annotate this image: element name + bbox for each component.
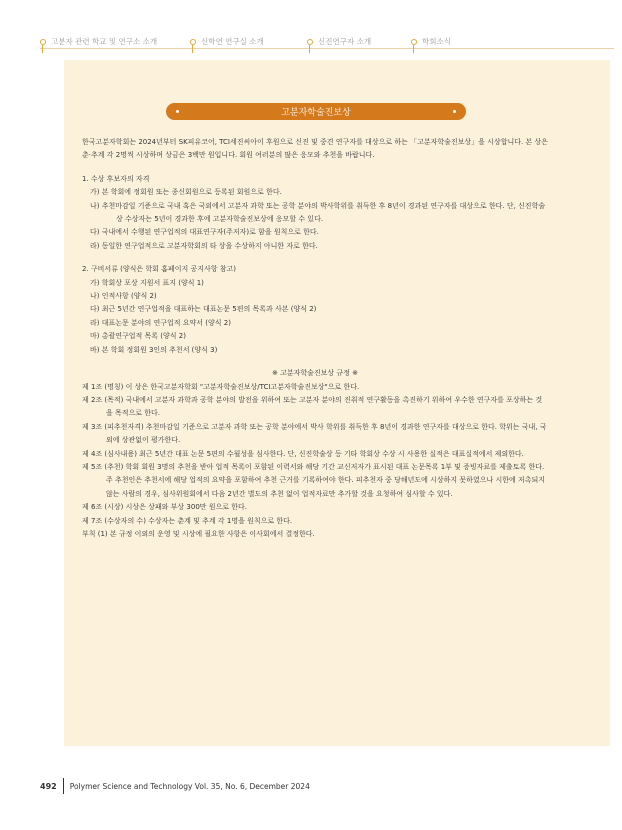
list-item: 가) 학회상 포상 지원서 표지 (양식 1) bbox=[90, 278, 204, 287]
list-item: 나) 추천마감일 기준으로 국내 혹은 국외에서 고분자 과학 또는 공학 분야의 박사학위를 취득한 후 8년이 경과된 연구자를 대상으로 한다. 단, 신진학술상 수상자는 5년이 경과한 후에 고분자학술진보상에 응모할 수 있다. bbox=[90, 201, 546, 224]
list-item: 가) 본 학회에 정회원 또는 종신회원으로 등록된 회원으로 한다. bbox=[90, 188, 282, 197]
rule-article: 제 2조 (목적) 국내에서 고분자 과학과 공학 분야의 발전을 위하여 또는 고분자 분야의 진취적 연구활동을 촉진하기 위하여 우수한 연구자를 포상하는 것을 목적으로 한다. bbox=[82, 395, 543, 418]
announcement-panel bbox=[64, 60, 610, 746]
list-item: 다) 최근 5년간 연구업적을 대표하는 대표논문 5편의 목록과 사본 (양식 2) bbox=[90, 305, 317, 314]
bullet-icon bbox=[176, 110, 179, 113]
section-heading: 2. 구비서류 (양식은 학회 홈페이지 공지사항 참고) bbox=[82, 265, 236, 274]
intro-paragraph: 한국고분자학회는 2024년부터 SK피유코어, TCI세진씨아이 후원으로 신진 및 중견 연구자를 대상으로 하는 「고분자학술진보상」을 시상합니다. 본 상은 춘·추계 각 2명씩 시상하며 상금은 3백만 원입니다. 회원 여러분의 많은 응모와 추천을 바랍니다. bbox=[82, 138, 548, 160]
nav-item-news[interactable] bbox=[411, 36, 451, 47]
nav-item-label: 고분자 관련 학교 및 연구소 소개 bbox=[51, 37, 158, 46]
rule-article: 제 3조 (피추천자격) 추천마감일 기준으로 고분자 과학 또는 공학 분야에서 박사 학위를 취득한 후 8년이 경과한 연구자를 대상으로 한다. 학위는 국내, 국외에 상관없이 평가한다. bbox=[82, 422, 547, 445]
rule-article: 부칙 (1) 본 규정 이외의 운영 및 시상에 필요한 사항은 이사회에서 결정한다. bbox=[82, 529, 315, 538]
rules-heading: ※ 고분자학술진보상 규정 ※ bbox=[271, 369, 359, 378]
rule-article: 제 5조 (추천) 학회 회원 3명의 추천을 받아 업적 목록이 포함된 이력서와 해당 기간 교신저자가 표시된 대표 논문목록 1부 및 증빙자료를 제출토록 한다. 주 추천인은 추천서에 해당 업적의 요약을 포함하여 추천 근거를 기록하여야 한다. 피추천자 중 당해년도에 시상하지 못하였으나 시한에 저촉되지 않는 사람의 경우, 심사위원회에서 다음 2년간 별도의 추천 없이 업적자료만 추가할 것을 요청하여 심사할 수 있다. bbox=[82, 462, 546, 498]
list-item: 라) 대표논문 분야의 연구업적 요약서 (양식 2) bbox=[90, 318, 231, 327]
nav-item-schools[interactable] bbox=[40, 36, 157, 47]
journal-citation: Polymer Science and Technology Vol. 35, No. 6, December 2024 bbox=[69, 781, 310, 791]
nav-item-labs[interactable] bbox=[190, 36, 264, 47]
top-navigation bbox=[0, 0, 622, 60]
nav-item-label: 신진연구자 소개 bbox=[318, 37, 372, 46]
page-number: 492 bbox=[40, 781, 57, 791]
list-item: 라) 동일한 연구업적으로 고분자학회의 타 상을 수상하지 아니한 자로 한다. bbox=[90, 241, 318, 250]
rule-article: 제 1조 (명칭) 이 상은 한국고분자학회 "고분자학술진보상/TCI고분자학술진보상"으로 한다. bbox=[82, 382, 360, 391]
bullet-icon bbox=[453, 110, 456, 113]
footer-divider bbox=[63, 778, 64, 794]
rule-article: 제 7조 (수상자의 수) 수상자는 춘계 및 추계 각 1명을 원칙으로 한다. bbox=[82, 516, 293, 525]
announcement-body bbox=[82, 136, 548, 541]
nav-item-label: 학회소식 bbox=[422, 37, 451, 46]
list-item: 나) 인적사항 (양식 2) bbox=[90, 292, 157, 301]
title-banner bbox=[166, 103, 466, 120]
rule-article: 제 4조 (심사내용) 최근 5년간 대표 논문 5편의 수월성을 심사한다. 단, 신진학술상 등 기타 학회상 수상 시 사용한 실적은 대표실적에서 제외한다. bbox=[82, 449, 524, 458]
nav-divider bbox=[40, 48, 614, 49]
list-item: 마) 총괄연구업적 목록 (양식 2) bbox=[90, 332, 186, 341]
page-title: 고분자학술진보상 bbox=[281, 108, 351, 118]
list-item: 다) 국내에서 수행된 연구업적의 대표연구자(주저자)로 함을 원칙으로 한다. bbox=[90, 228, 319, 237]
rule-article: 제 6조 (시상) 시상은 상패와 부상 300만 원으로 한다. bbox=[82, 503, 248, 512]
nav-pin-icon bbox=[190, 39, 196, 45]
nav-item-label: 신학연 연구실 소개 bbox=[201, 37, 264, 46]
nav-pin-icon bbox=[40, 39, 46, 45]
nav-item-researchers[interactable] bbox=[307, 36, 371, 47]
nav-pin-icon bbox=[307, 39, 313, 45]
section-heading: 1. 수상 후보자의 자격 bbox=[82, 174, 150, 183]
list-item: 바) 본 학회 정회원 3인의 추천서 (양식 3) bbox=[90, 345, 218, 354]
page-footer bbox=[40, 778, 310, 794]
nav-pin-icon bbox=[411, 39, 417, 45]
